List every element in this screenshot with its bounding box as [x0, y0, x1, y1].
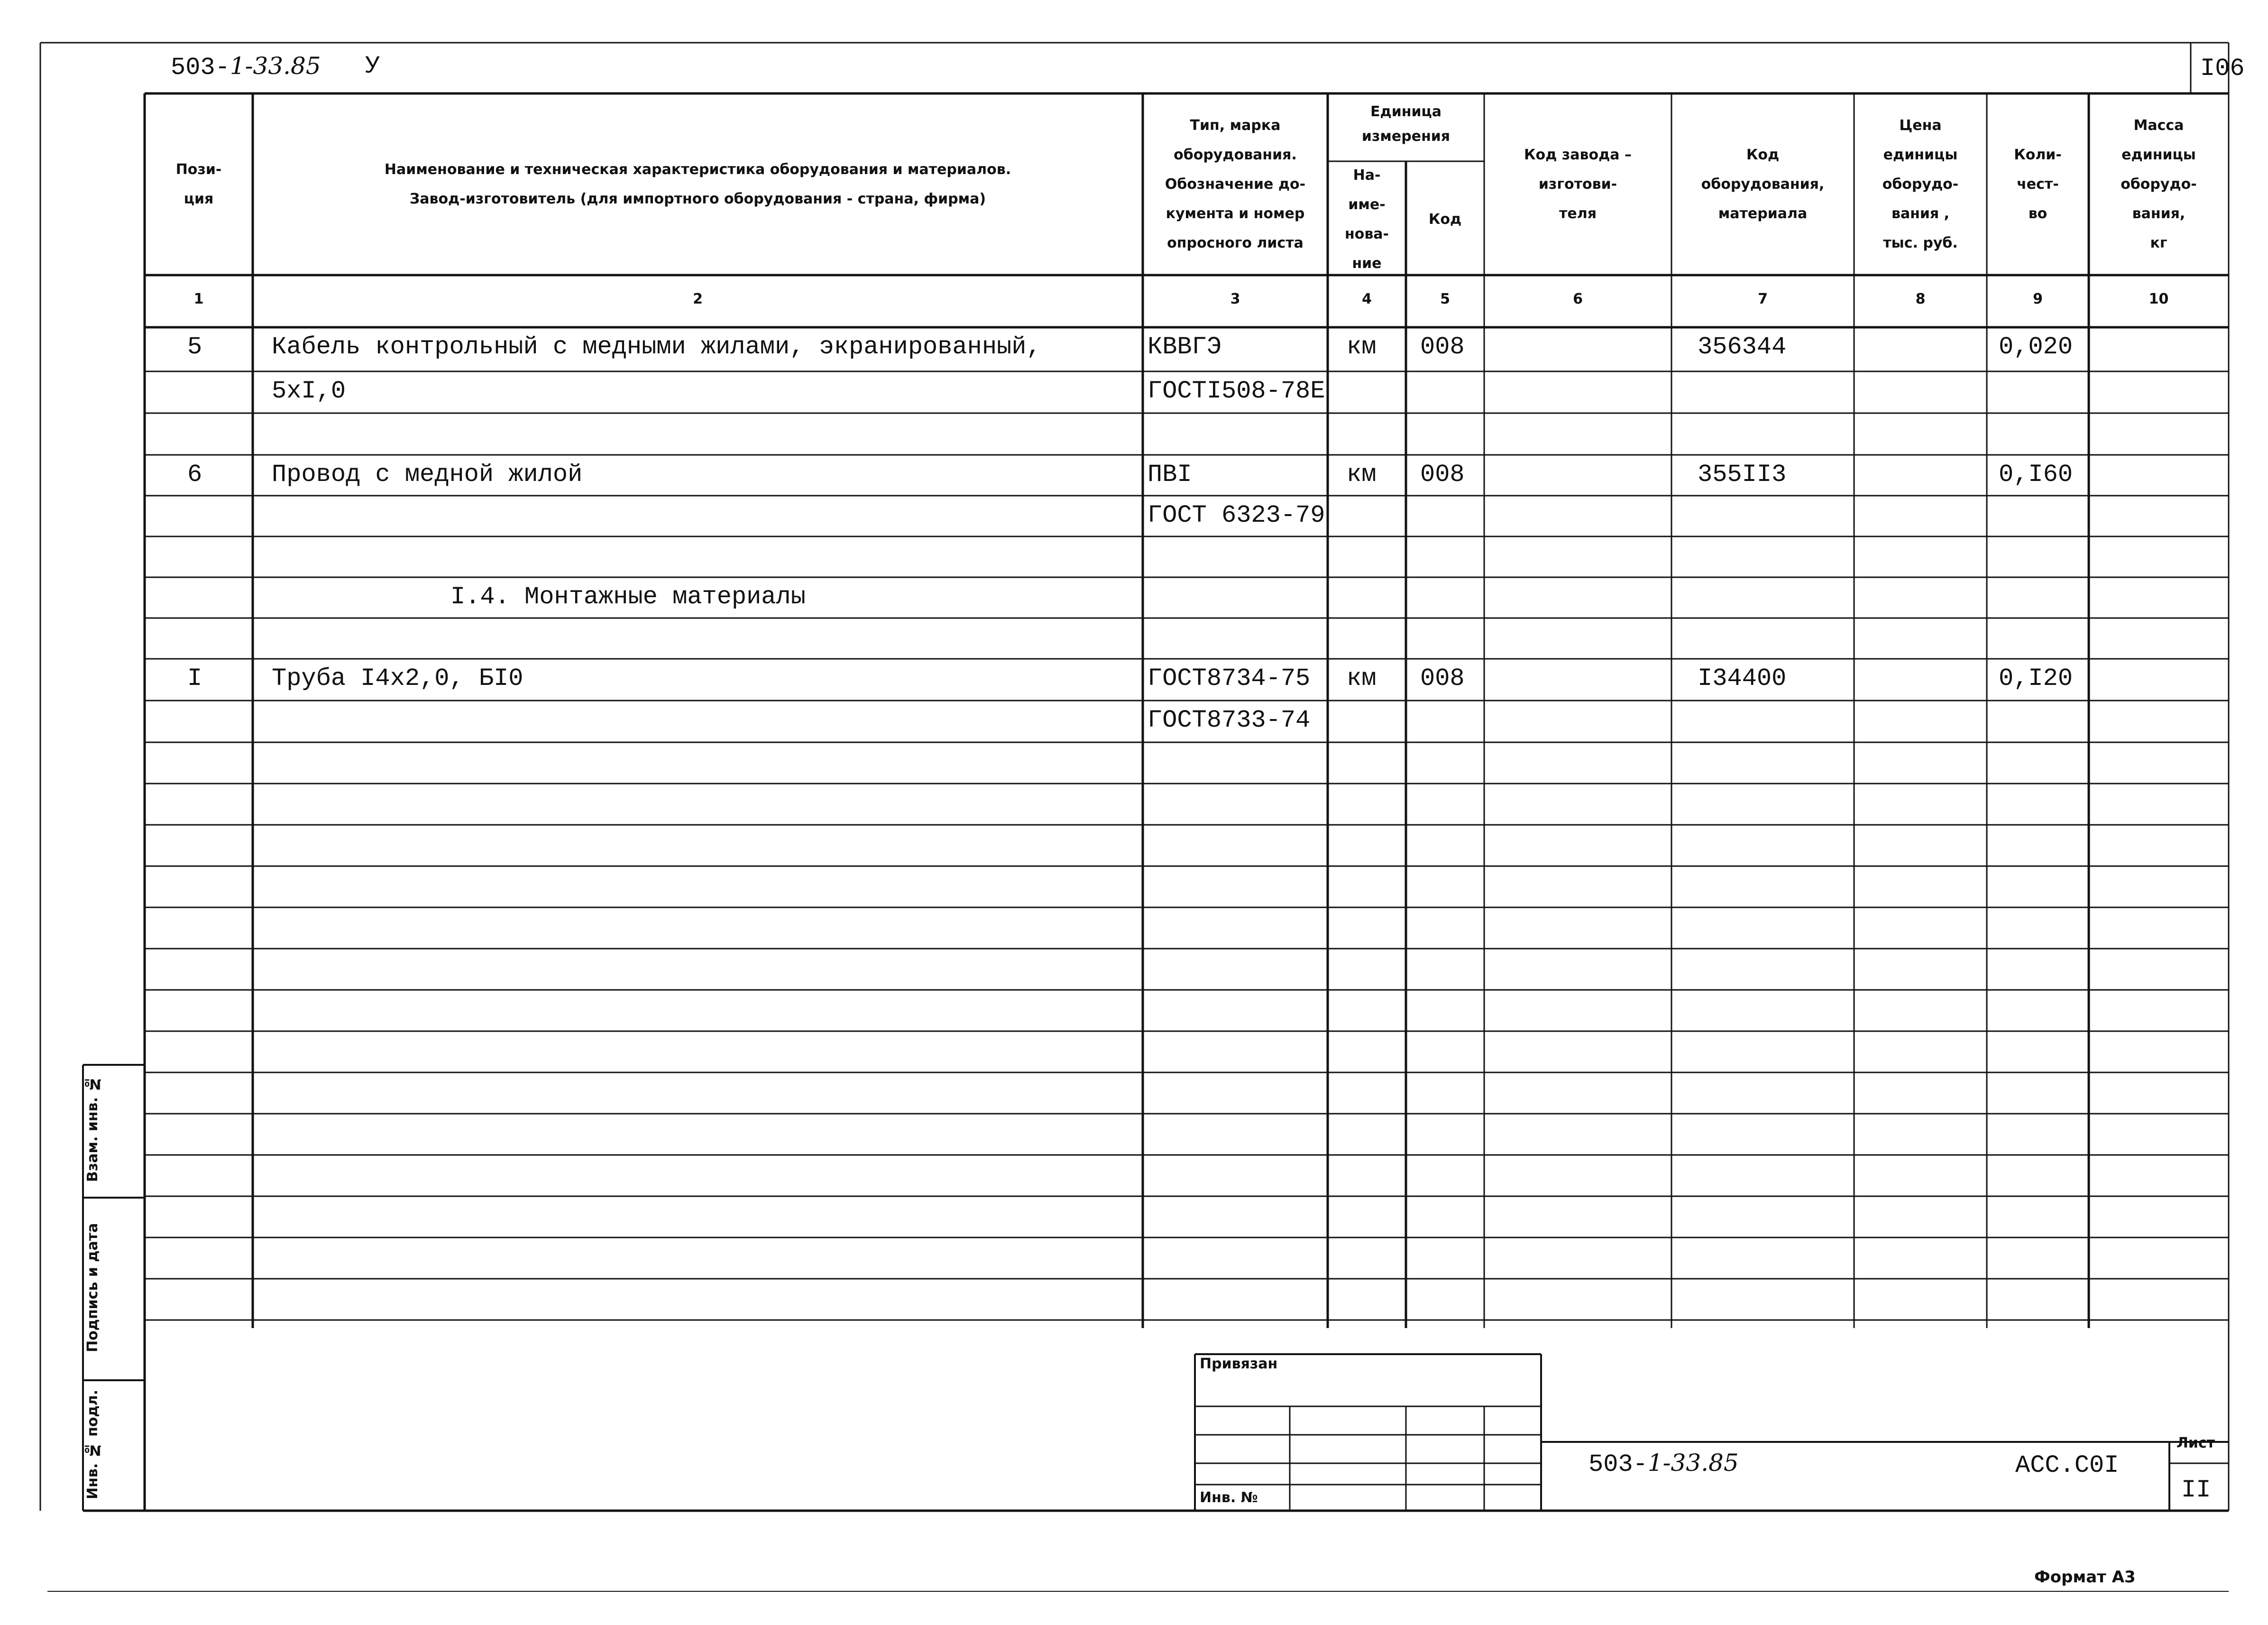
cell-name: 5xI,0 — [272, 377, 346, 405]
cell-unit-code: 008 — [1420, 461, 1465, 489]
cell-name: Провод с медной жилой — [272, 461, 583, 489]
column-header-10-line: вания, — [2132, 205, 2185, 222]
column-number-10: 10 — [2149, 291, 2169, 307]
column-number-8: 8 — [1915, 291, 1926, 307]
column-header-3-line: Тип, марка — [1190, 117, 1281, 134]
cell-unit: км — [1347, 461, 1377, 489]
doc-code-hand: 1-33.85 — [230, 52, 321, 80]
cell-position: 6 — [187, 461, 202, 489]
column-header-3-line: опросного листа — [1167, 234, 1304, 251]
column-header-8-line: Цена — [1899, 117, 1942, 134]
column-header-6-line: теля — [1559, 205, 1597, 222]
cell-equipment-code: 356344 — [1698, 333, 1787, 361]
cell-name: Труба I4x2,0, БI0 — [272, 665, 523, 692]
doc-code-print: 503- — [171, 54, 230, 82]
cell-position: I — [187, 665, 202, 692]
stamp-doc-code-hand: 1-33.85 — [1647, 1449, 1739, 1477]
column-group-header: Единица — [1370, 103, 1442, 120]
column-header-2-line: Завод-изготовитель (для импортного оборудования - страна, фирма) — [409, 190, 986, 207]
cell-unit: км — [1347, 333, 1377, 361]
column-header-10-line: кг — [2150, 234, 2167, 251]
stamp-privyazan: Привязан — [1200, 1356, 1278, 1372]
doc-letter: У — [365, 52, 380, 80]
cell-unit: км — [1347, 665, 1377, 692]
cell-type: ПВI — [1148, 461, 1192, 489]
column-number-2: 2 — [693, 291, 703, 307]
column-header-10-line: оборудо- — [2121, 175, 2197, 193]
column-header-7-line: Код — [1746, 146, 1780, 163]
cell-name: Кабель контрольный с медными жилами, экранированный, — [272, 333, 1041, 361]
side-label-replace-inv: Взам. инв. № — [84, 1075, 101, 1182]
cell-type: КВВГЭ — [1148, 333, 1222, 361]
column-header-8-line: тыс. руб. — [1883, 234, 1958, 251]
sheet-corner-number: I06 — [2200, 55, 2245, 83]
column-number-6: 6 — [1573, 291, 1583, 307]
cell-type: ГОСТI508-78Е — [1148, 377, 1325, 405]
column-header-7-line: оборудования, — [1701, 175, 1825, 193]
cell-quantity: 0,020 — [1999, 333, 2073, 361]
column-number-3: 3 — [1230, 291, 1240, 307]
column-header-4-line: нова- — [1344, 225, 1389, 242]
column-header-9-line: во — [2028, 205, 2048, 222]
column-header-9-line: Коли- — [2014, 146, 2062, 163]
column-header-7-line: материала — [1718, 205, 1808, 222]
doc-code-top — [171, 52, 321, 82]
column-header-6-line: Код завода – — [1524, 146, 1632, 163]
cell-equipment-code: I34400 — [1698, 665, 1787, 692]
column-header-4-line: ние — [1352, 255, 1382, 272]
format-label: Формат А3 — [2034, 1568, 2136, 1587]
section-heading: I.4. Монтажные материалы — [450, 583, 806, 611]
column-number-4: 4 — [1362, 291, 1372, 307]
column-number-1: 1 — [193, 291, 204, 307]
column-header-8-line: вания , — [1891, 205, 1950, 222]
column-header-8-line: оборудо- — [1882, 175, 1959, 193]
stamp-doc-code — [1589, 1449, 1739, 1478]
cell-equipment-code: 355II3 — [1698, 461, 1787, 489]
column-header-9-line: чест- — [2017, 175, 2059, 193]
column-header-8-line: единицы — [1883, 146, 1958, 163]
column-number-5: 5 — [1440, 291, 1450, 307]
stamp-inv-no: Инв. № — [1200, 1489, 1258, 1506]
stamp-sheet-number: II — [2181, 1476, 2211, 1504]
column-header-5-line: Код — [1428, 211, 1462, 228]
column-number-9: 9 — [2033, 291, 2043, 307]
stamp-doc-code-print: 503- — [1589, 1450, 1648, 1478]
column-header-4-line: На- — [1353, 166, 1381, 184]
column-header-3-line: Обозначение до- — [1165, 175, 1306, 193]
column-group-header: измерения — [1361, 128, 1451, 145]
cell-type: ГОСТ8734-75 — [1148, 665, 1311, 692]
cell-unit-code: 008 — [1420, 333, 1465, 361]
column-header-1-line: ция — [184, 190, 214, 207]
column-header-6-line: изготови- — [1538, 175, 1617, 193]
stamp-sheet-label: Лист — [2176, 1435, 2215, 1451]
column-header-10-line: единицы — [2121, 146, 2196, 163]
cell-position: 5 — [187, 333, 202, 361]
cell-unit-code: 008 — [1420, 665, 1465, 692]
column-header-10-line: Масса — [2133, 117, 2184, 134]
column-header-3-line: оборудования. — [1174, 146, 1297, 163]
cell-type: ГОСТ8733-74 — [1148, 706, 1311, 734]
cell-quantity: 0,I60 — [1999, 461, 2073, 489]
column-header-3-line: кумента и номер — [1166, 205, 1305, 222]
cell-type: ГОСТ 6323-79 — [1148, 501, 1325, 529]
column-header-1-line: Пози- — [175, 161, 222, 178]
cell-quantity: 0,I20 — [1999, 665, 2073, 692]
column-number-7: 7 — [1758, 291, 1768, 307]
column-header-2-line: Наименование и техническая характеристика оборудования и материалов. — [384, 161, 1011, 178]
column-header-4-line: име- — [1348, 196, 1386, 213]
stamp-mark: АСС.С0I — [2015, 1451, 2119, 1479]
side-label-signature-date: Подпись и дата — [84, 1223, 101, 1353]
side-label-orig-inv: Инв. № подл. — [84, 1389, 101, 1499]
